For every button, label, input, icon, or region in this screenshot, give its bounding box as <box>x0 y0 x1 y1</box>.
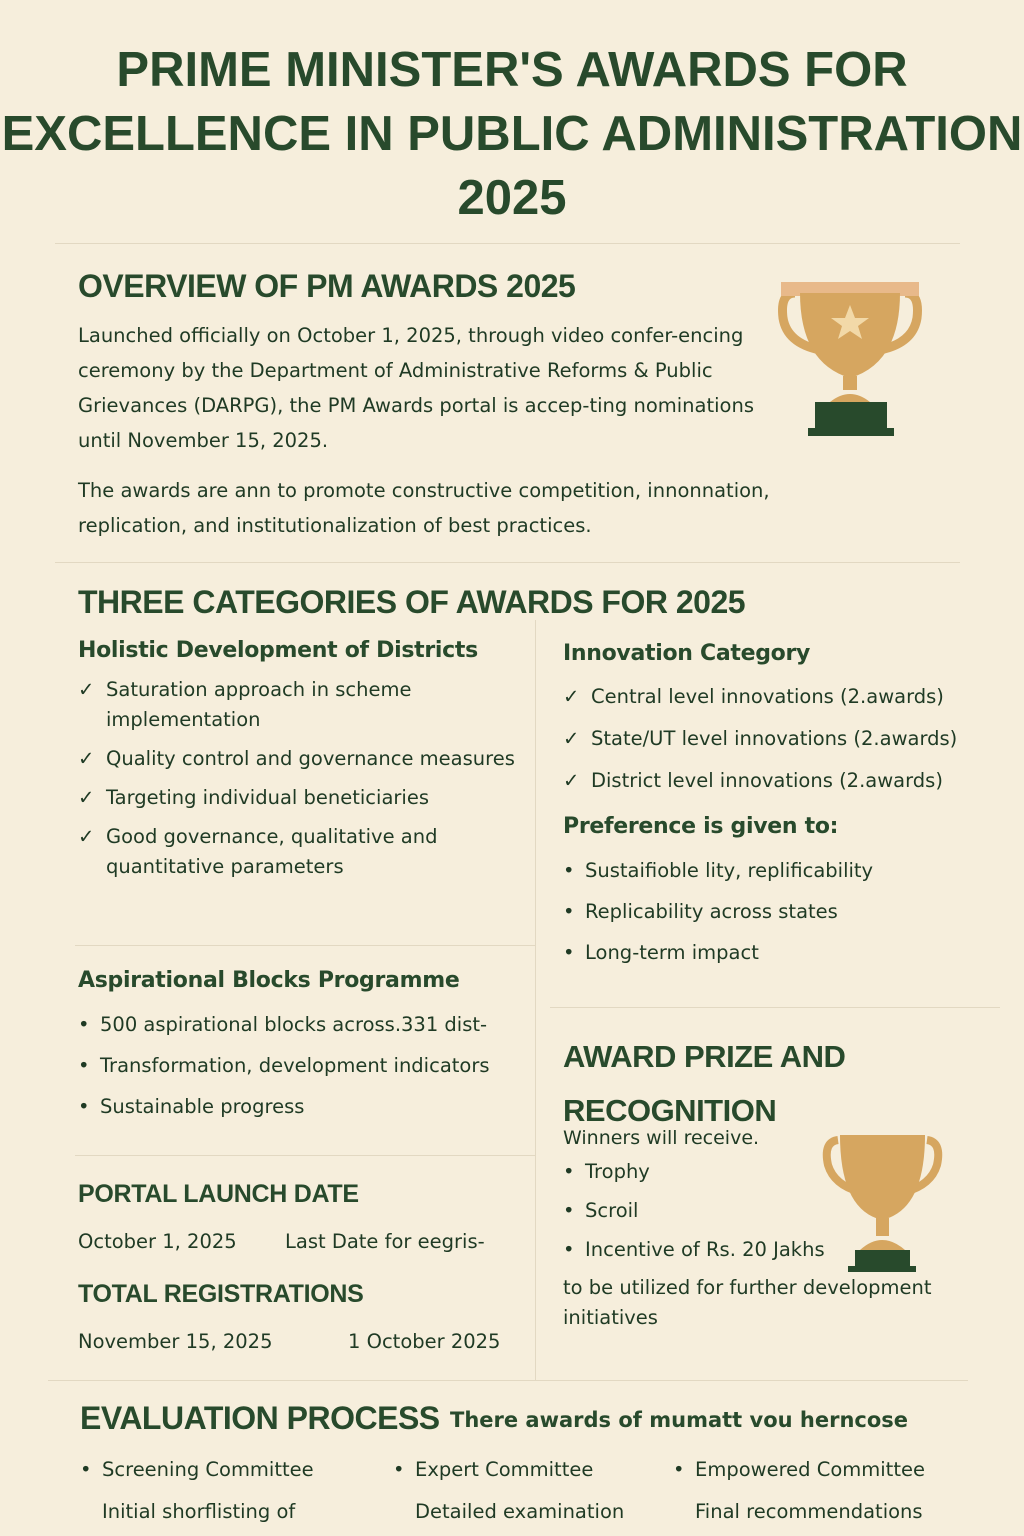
trophy-icon <box>775 278 925 440</box>
column-divider <box>535 620 536 1380</box>
holistic-section <box>78 638 518 891</box>
bullet-icon: • <box>563 1160 575 1183</box>
list-item: • Replicability across states <box>563 900 838 923</box>
committee-name: • Empowered Committee <box>673 1458 925 1481</box>
divider <box>55 562 960 563</box>
list-item: • Sustaifioble lity, replificability <box>563 859 874 882</box>
divider <box>75 1155 535 1156</box>
divider <box>55 243 960 244</box>
divider <box>550 1007 1000 1008</box>
categories-heading: THREE CATEGORIES OF AWARDS FOR 2025 <box>78 584 746 620</box>
list-item: • Transformation, development indicators <box>78 1054 490 1077</box>
preference-heading: Preference is given to: <box>563 814 839 839</box>
committee-screening <box>80 1458 314 1529</box>
check-icon: ✓ <box>563 685 580 708</box>
committee-empowered <box>673 1458 925 1529</box>
bullet-icon: • <box>563 859 575 882</box>
prize-outro: to be utilized for further development initiatives <box>563 1276 932 1329</box>
committee-desc: Detailed examination <box>415 1500 625 1523</box>
committee-expert <box>393 1458 624 1529</box>
overview-heading: OVERVIEW OF PM AWARDS 2025 <box>78 268 576 304</box>
bullet-icon: • <box>563 1238 575 1261</box>
list-item: ✓ Quality control and governance measures <box>78 744 518 774</box>
committee-desc: Final recommendations <box>695 1500 923 1523</box>
divider <box>75 945 535 946</box>
list-item: ✓ District level innovations (2.awards) <box>563 766 1003 796</box>
aspirational-heading: Aspirational Blocks Programme <box>78 968 460 993</box>
bullet-icon: • <box>393 1458 405 1481</box>
overview-paragraph-2: The awards are ann to promote constructive competition, innonnation, replication, and institutionalization of best practices. <box>78 479 770 537</box>
evaluation-subtitle: There awards of mumatt vou herncose <box>450 1408 909 1432</box>
page-title: PRIME MINISTER'S AWARDS FOR EXCELLENCE IN PUBLIC ADMINISTRATION 2025 <box>1 43 1023 225</box>
committee-name: • Screening Committee <box>80 1458 314 1481</box>
list-item: ✓ State/UT level innovations (2.awards) <box>563 724 1003 754</box>
check-icon: ✓ <box>563 727 580 750</box>
aspirational-section <box>78 968 528 1131</box>
trophy-icon <box>820 1130 945 1275</box>
list-item: • Incentive of Rs. 20 Jakhs <box>563 1238 825 1261</box>
innovation-heading: Innovation Category <box>563 641 811 666</box>
prize-heading: AWARD PRIZE AND RECOGNITION <box>563 1039 846 1128</box>
bullet-icon: • <box>563 900 575 923</box>
bullet-icon: • <box>80 1458 92 1481</box>
evaluation-heading: EVALUATION PROCESS <box>80 1400 440 1436</box>
list-item: • Sustainable progress <box>78 1095 305 1118</box>
holistic-heading: Holistic Development of Districts <box>78 638 478 663</box>
check-icon: ✓ <box>78 747 95 770</box>
committee-name: • Expert Committee <box>393 1458 594 1481</box>
innovation-section <box>563 641 1003 977</box>
registrations-heading: TOTAL REGISTRATIONS <box>78 1280 364 1308</box>
list-item: ✓ Targeting individual beneticiaries <box>78 783 518 813</box>
list-item: • Long-term impact <box>563 941 759 964</box>
list-item: • 500 aspirational blocks across.331 dist- <box>78 1013 488 1036</box>
bullet-icon: • <box>563 1199 575 1222</box>
overview-paragraph-1: Launched officially on October 1, 2025, through video confer-encing ceremony by the Department of Administrative Reforms & Public Grievances (DARPG), the PM Awards portal is accep-ting nominations until November 15, 2025. <box>78 324 754 452</box>
divider <box>48 1380 968 1381</box>
registrations-value: 1 October 2025 <box>348 1330 501 1353</box>
check-icon: ✓ <box>563 769 580 792</box>
bullet-icon: • <box>78 1054 90 1077</box>
prize-intro: Winners will receive. <box>563 1127 760 1149</box>
check-icon: ✓ <box>78 786 95 809</box>
bullet-icon: • <box>563 941 575 964</box>
bullet-icon: • <box>78 1095 90 1118</box>
list-item: ✓ Central level innovations (2.awards) <box>563 682 1003 712</box>
last-date-label: Last Date for eegris- <box>285 1230 485 1253</box>
bullet-icon: • <box>673 1458 685 1481</box>
check-icon: ✓ <box>78 678 95 701</box>
committee-desc: Initial shorflisting of <box>102 1500 296 1523</box>
bullet-icon: • <box>78 1013 90 1036</box>
list-item: • Trophy <box>563 1160 650 1183</box>
portal-launch-date: October 1, 2025 <box>78 1230 237 1253</box>
portal-launch-heading: PORTAL LAUNCH DATE <box>78 1180 359 1208</box>
check-icon: ✓ <box>78 825 95 848</box>
list-item: • Scroil <box>563 1199 639 1222</box>
list-item: ✓ Good governance, qualitative and quantitative parameters <box>78 822 468 882</box>
registrations-date: November 15, 2025 <box>78 1330 273 1353</box>
list-item: ✓ Saturation approach in scheme implementation <box>78 675 518 735</box>
